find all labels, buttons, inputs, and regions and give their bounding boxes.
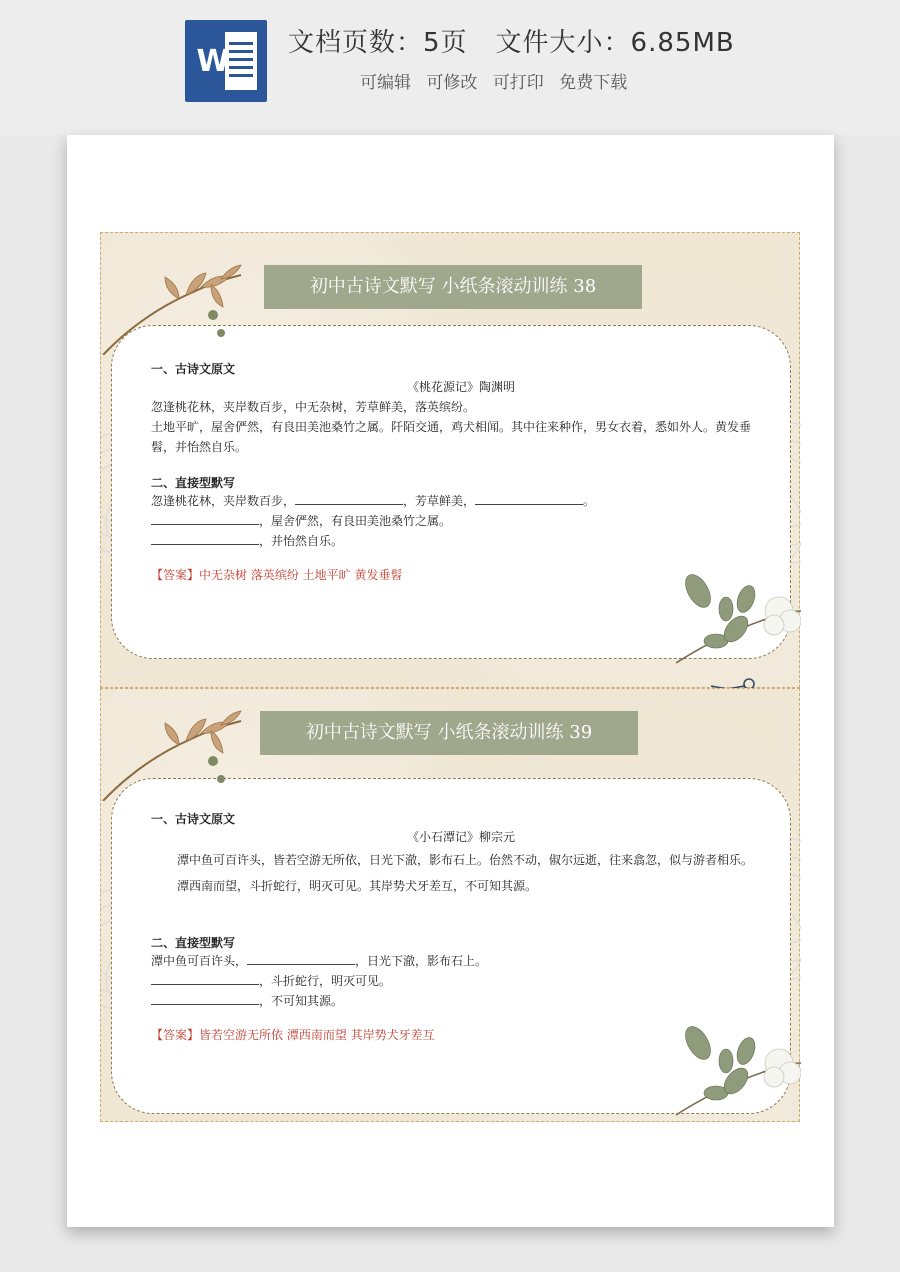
file-size: 文件大小：6.85MB xyxy=(495,28,735,58)
page-count: 文档页数：5页 xyxy=(288,28,468,58)
original-text-para: 忽逢桃花林，夹岸数百步，中无杂树，芳草鲜美，落英缤纷。 xyxy=(151,400,476,414)
document-info xyxy=(288,22,735,59)
poem-source: 《桃花源记》陶渊明 xyxy=(406,380,515,394)
fill-line: 忽逢桃花林，夹岸数百步， ，芳草鲜美， 。 xyxy=(151,494,596,508)
header-bar xyxy=(0,0,900,135)
fill-line: ，斗折蛇行，明灭可见。 xyxy=(151,971,771,991)
answer-blank[interactable] xyxy=(475,493,583,505)
answer-blank[interactable] xyxy=(151,513,259,525)
feature-list xyxy=(360,68,627,93)
answer-text: 【答案】皆若空游无所依 潭西南而望 其岸势犬牙差互 xyxy=(151,1028,435,1042)
original-text-para: 潭中鱼可百许头，皆若空游无所依，日光下澈，影布石上。佁然不动，俶尔远逝，往来翕忽，似与游者相乐。 xyxy=(177,853,754,867)
feature-editable: 可编辑 xyxy=(360,73,411,93)
original-text-para: 潭西南而望，斗折蛇行，明灭可见。其岸势犬牙差互，不可知其源。 xyxy=(177,879,538,893)
fill-line: 潭中鱼可百许头， ，日光下澈，影布石上。 xyxy=(151,954,488,968)
poem-source: 《小石潭记》柳宗元 xyxy=(406,830,515,844)
feature-free-download: 免费下载 xyxy=(559,73,628,93)
paper-strip-39 xyxy=(100,688,800,1122)
feature-printable: 可打印 xyxy=(492,73,544,93)
fill-line: ，屋舍俨然，有良田美池桑竹之属。 xyxy=(151,511,771,531)
answer-blank[interactable] xyxy=(151,993,259,1005)
flower-branch-icon xyxy=(101,255,251,355)
answer-blank[interactable] xyxy=(247,953,355,965)
fill-line: ，不可知其源。 xyxy=(151,991,771,1011)
word-document-icon: W xyxy=(185,20,267,102)
answer-blank[interactable] xyxy=(151,973,259,985)
section-title-original: 一、古诗文原文 xyxy=(151,812,236,826)
document-page xyxy=(67,135,834,1227)
paper-strip-38 xyxy=(100,232,800,688)
answer-blank[interactable] xyxy=(151,533,259,545)
section-title-fill: 二、直接型默写 xyxy=(151,936,236,950)
strip-title-banner: 初中古诗文默写 小纸条滚动训练 38 xyxy=(264,265,642,309)
answer-blank[interactable] xyxy=(295,493,403,505)
section-title-original: 一、古诗文原文 xyxy=(151,362,236,376)
strip-content-39 xyxy=(151,811,771,1045)
section-title-fill: 二、直接型默写 xyxy=(151,476,236,490)
original-text-para: 土地平旷，屋舍俨然，有良田美池桑竹之属。阡陌交通，鸡犬相闻。其中往来种作，男女衣着，悉如外人。黄发垂髫，并怡然自乐。 xyxy=(151,420,752,454)
strip-title-banner: 初中古诗文默写 小纸条滚动训练 39 xyxy=(260,711,638,755)
fill-line: ，并怡然自乐。 xyxy=(151,531,771,551)
white-flower-icon xyxy=(676,571,801,666)
strip-content-38 xyxy=(151,361,771,585)
flower-branch-icon xyxy=(101,701,251,801)
answer-text: 【答案】中无杂树 落英缤纷 土地平旷 黄发垂髫 xyxy=(151,568,403,582)
feature-modifiable: 可修改 xyxy=(426,73,478,93)
